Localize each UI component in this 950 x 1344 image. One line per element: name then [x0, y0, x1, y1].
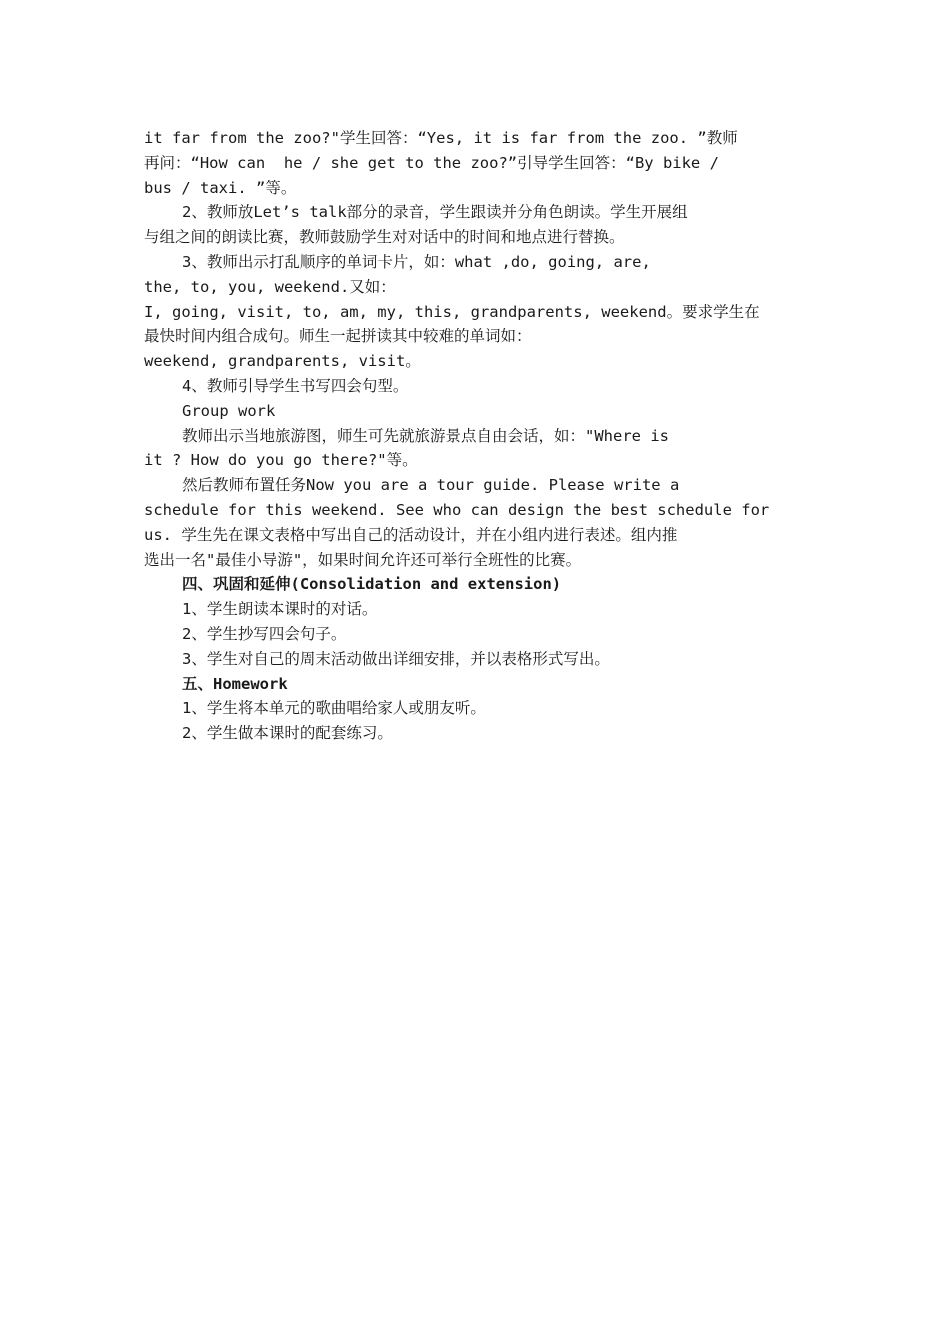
text-line: 1、学生将本单元的歌曲唱给家人或朋友听。 [182, 699, 486, 718]
text-line: schedule for this weekend. See who can design the best schedule for [144, 500, 770, 519]
text-line: 教师出示当地旅游图，师生可先就旅游景点自由会话，如："Where is [182, 426, 669, 445]
text-line: 与组之间的朗读比赛，教师鼓励学生对对话中的时间和地点进行替换。 [144, 228, 625, 247]
text-line: 然后教师布置任务Now you are a tour guide. Please write a [182, 476, 680, 495]
text-line: it ? How do you go there?"等。 [144, 451, 418, 470]
text-line: 选出一名"最佳小导游"，如果时间允许还可举行全班性的比赛。 [144, 550, 582, 569]
text-line: 3、学生对自己的周末活动做出详细安排，并以表格形式写出。 [182, 649, 610, 668]
text-line: 再问：“How can he / she get to the zoo?”引导学生回答：“By bike / [144, 153, 719, 172]
section-heading: 五、Homework [182, 674, 288, 693]
text-line: 2、学生抄写四会句子。 [182, 624, 347, 643]
text-line: 4、教师引导学生书写四会句型。 [182, 376, 409, 395]
text-line: 最快时间内组合成句。师生一起拼读其中较难的单词如： [144, 327, 532, 346]
text-line: it far from the zoo?"学生回答：“Yes, it is far from the zoo. ”教师 [144, 129, 738, 147]
text-line: weekend, grandparents, visit。 [144, 352, 421, 371]
text-line: bus / taxi. ”等。 [144, 178, 297, 197]
text-line: us. 学生先在课文表格中写出自己的活动设计，并在小组内进行表述。组内推 [144, 525, 678, 544]
text-line: 2、教师放Let’s talk部分的录音，学生跟读并分角色朗读。学生开展组 [182, 203, 688, 222]
text-line: 1、学生朗读本课时的对话。 [182, 600, 378, 619]
section-heading: 四、巩固和延伸(Consolidation and extension) [182, 575, 562, 594]
document-body [144, 126, 800, 746]
text-line: Group work [182, 401, 276, 420]
text-line: 3、教师出示打乱顺序的单词卡片，如：what ,do, going, are, [182, 252, 651, 271]
text-line: I, going, visit, to, am, my, this, grandparents, weekend。要求学生在 [144, 302, 760, 321]
text-line: the, to, you, weekend.又如： [144, 277, 396, 296]
text-line: 2、学生做本课时的配套练习。 [182, 724, 393, 743]
